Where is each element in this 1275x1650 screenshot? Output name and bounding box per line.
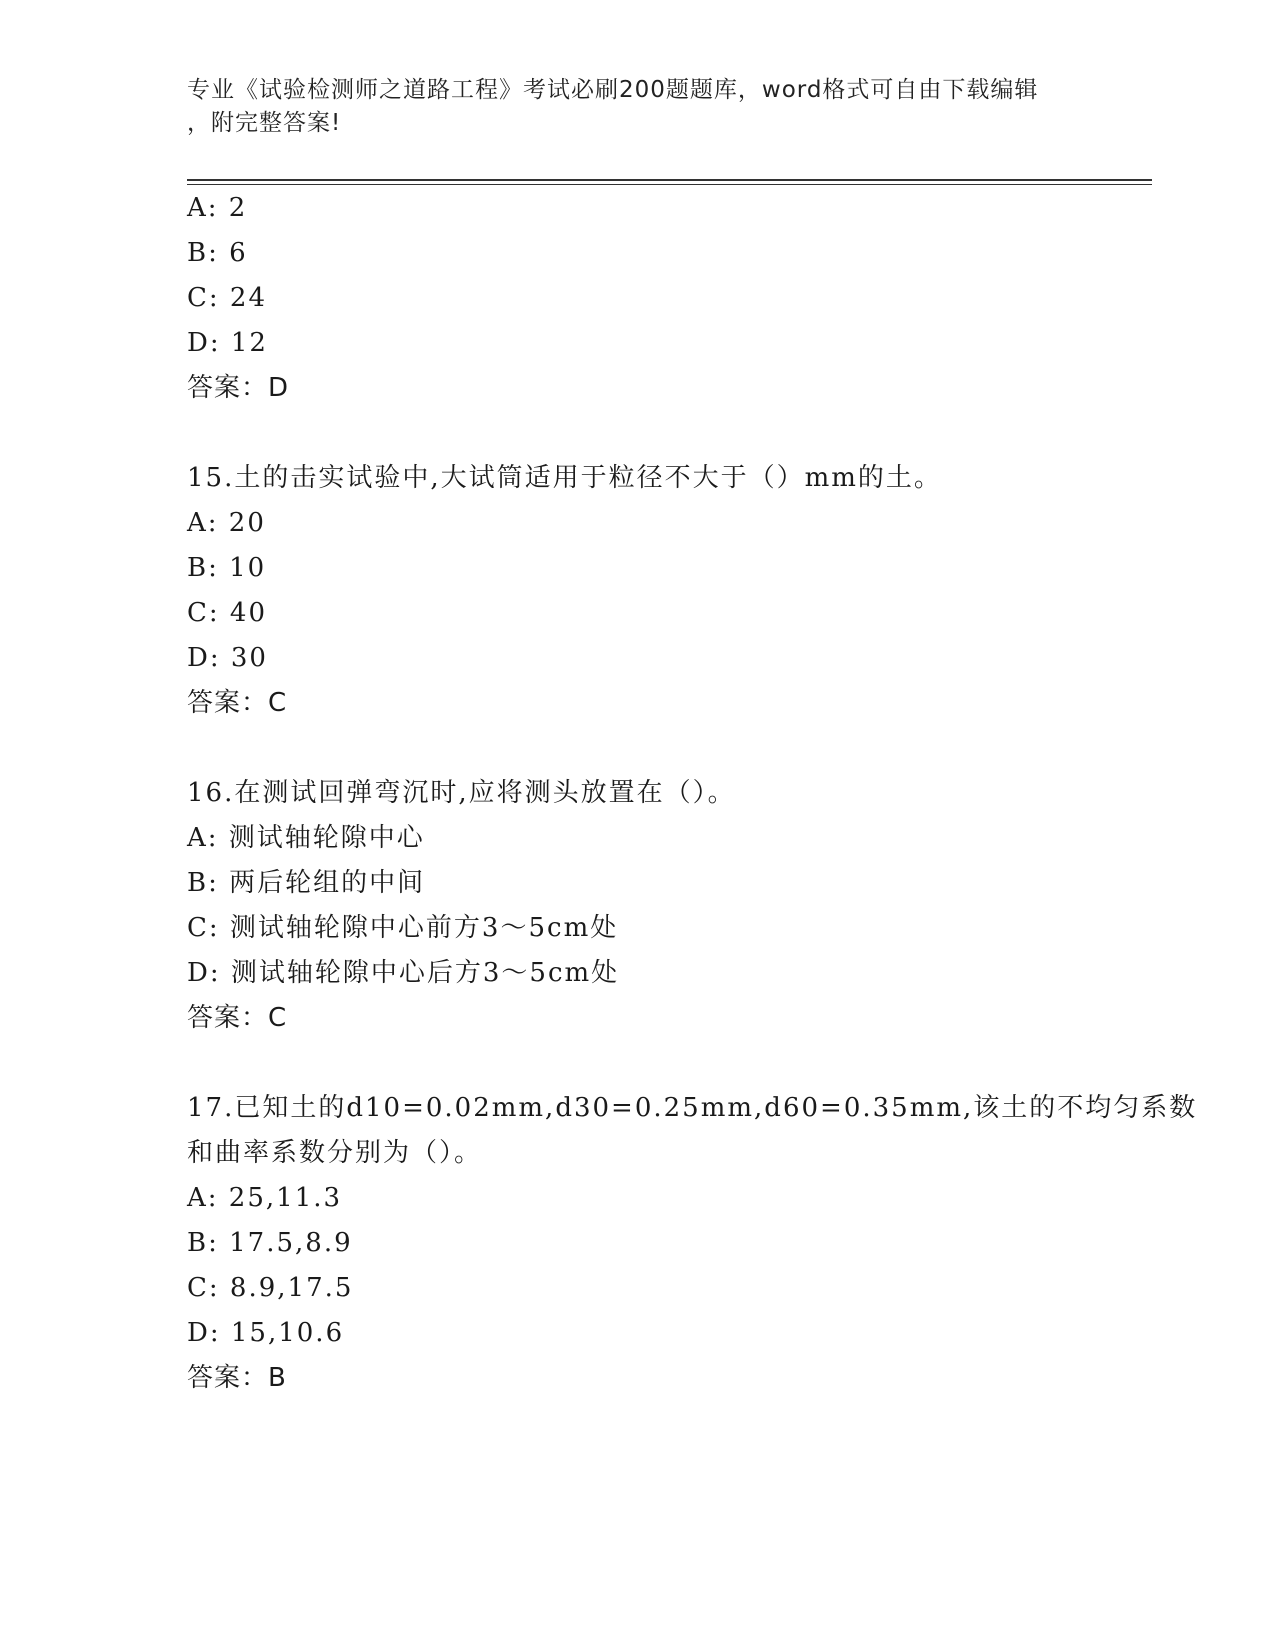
q16-option-b: B: 两后轮组的中间 bbox=[187, 868, 426, 898]
q17-answer: 答案：B bbox=[187, 1363, 287, 1393]
q17-option-c: C: 8.9,17.5 bbox=[187, 1273, 354, 1303]
q15-option-a: A: 20 bbox=[187, 508, 266, 538]
q17-stem-line1: 17.已知土的d10=0.02mm,d30=0.25mm,d60=0.35mm,该土的不均匀系数 bbox=[187, 1093, 1198, 1123]
header-title-line2: ，附完整答案! bbox=[187, 110, 342, 136]
q14-option-c: C: 24 bbox=[187, 283, 268, 313]
q16-stem: 16.在测试回弹弯沉时,应将测头放置在（）。 bbox=[187, 778, 736, 808]
q15-answer: 答案：C bbox=[187, 688, 288, 718]
q14-answer: 答案：D bbox=[187, 373, 290, 403]
q16-option-a: A: 测试轴轮隙中心 bbox=[187, 823, 425, 853]
document-header bbox=[187, 74, 1087, 140]
q16-option-c: C: 测试轴轮隙中心前方3～5cm处 bbox=[187, 913, 619, 943]
q15-option-b: B: 10 bbox=[187, 553, 267, 583]
q17-stem-line2: 和曲率系数分别为（）。 bbox=[187, 1138, 483, 1168]
q17-option-a: A: 25,11.3 bbox=[187, 1183, 343, 1213]
q17-option-d: D: 15,10.6 bbox=[187, 1318, 345, 1348]
q14-option-b: B: 6 bbox=[187, 238, 248, 268]
q14-option-d: D: 12 bbox=[187, 328, 268, 358]
q15-stem: 15.土的击实试验中,大试筒适用于粒径不大于（）mm的土。 bbox=[187, 463, 942, 493]
header-title-line1: 专业《试验检测师之道路工程》考试必刷200题题库，word格式可自由下载编辑 bbox=[187, 77, 1039, 103]
q17-option-b: B: 17.5,8.9 bbox=[187, 1228, 353, 1258]
q14-option-a: A: 2 bbox=[187, 193, 248, 223]
header-divider bbox=[187, 179, 1152, 185]
q15-option-d: D: 30 bbox=[187, 643, 268, 673]
q16-option-d: D: 测试轴轮隙中心后方3～5cm处 bbox=[187, 958, 620, 988]
q16-answer: 答案：C bbox=[187, 1003, 288, 1033]
q15-option-c: C: 40 bbox=[187, 598, 268, 628]
